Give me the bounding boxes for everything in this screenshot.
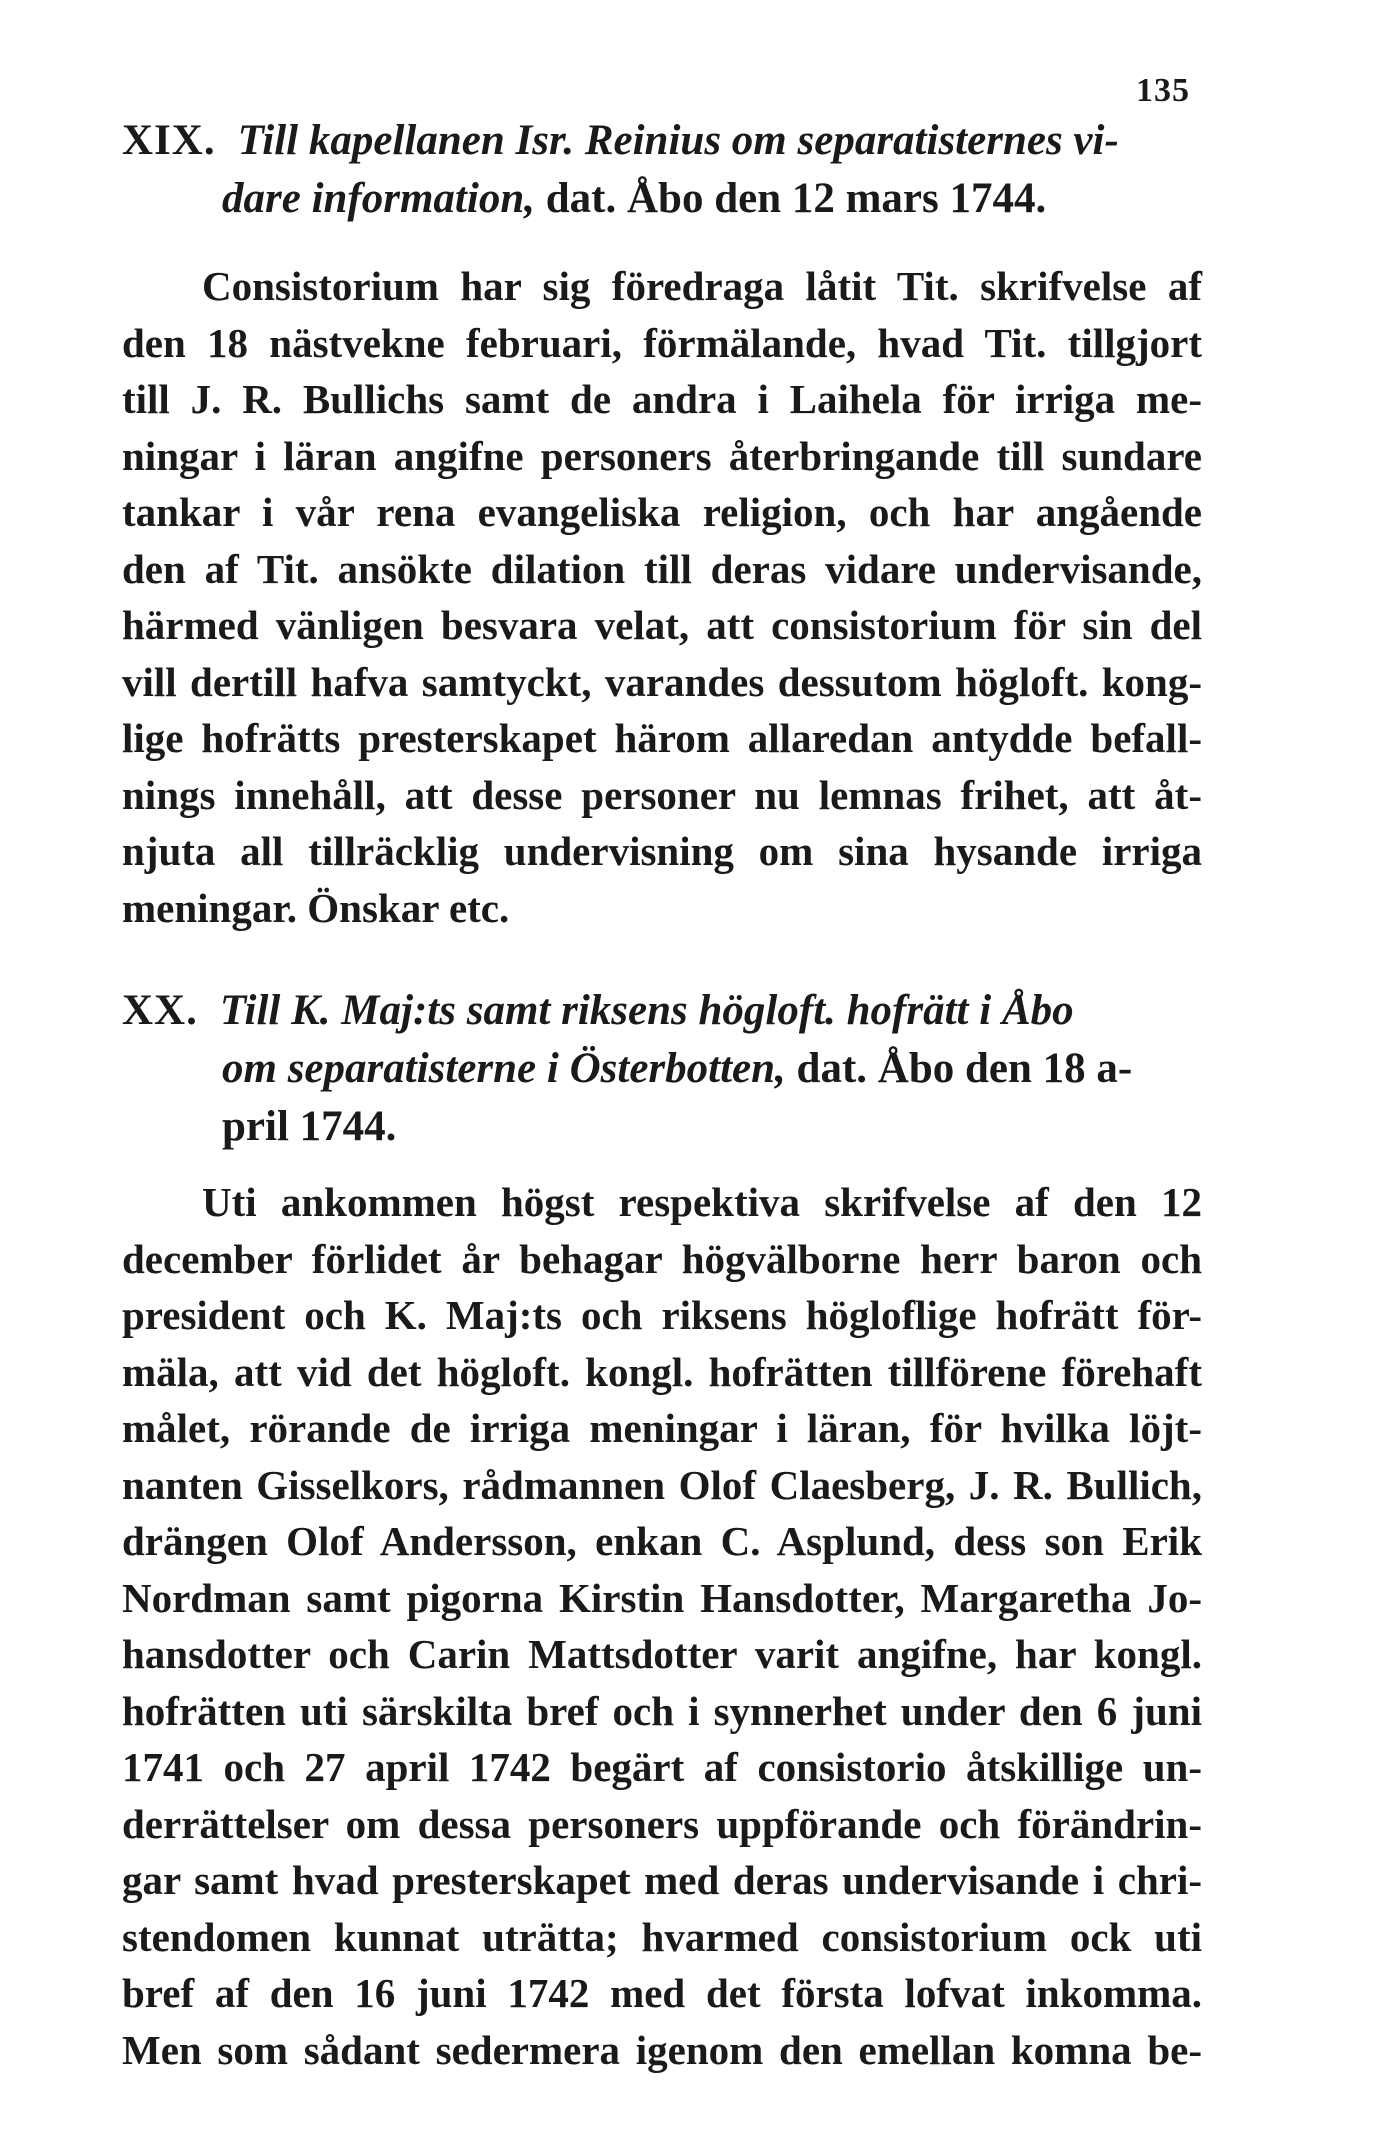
section-heading-cont-2 <box>122 1098 1202 1156</box>
text-line: president och K. Maj:ts och riksens högloflige hofrätt för- <box>122 1292 1202 1338</box>
section-xix <box>122 112 1202 936</box>
text-line: meningar. Önskar etc. <box>122 884 510 931</box>
text-line: bref af den 16 juni 1742 med det första lofvat inkomma. <box>122 1970 1202 2016</box>
text-line: nanten Gisselkors, rådmannen Olof Claesberg, J. R. Bullich, <box>122 1461 1202 1508</box>
section-heading <box>122 982 1202 1040</box>
text-line: nings innehåll, att desse personer nu lemnas frihet, att åt- <box>122 771 1202 818</box>
text-line: gar samt hvad presterskapet med deras undervisande i chri- <box>122 1857 1202 1903</box>
text-line: Consistorium har sig föredraga låtit Tit. skrifvelse af <box>202 263 1202 309</box>
text-line: Men som sådant sedermera igenom den emellan komna be- <box>122 2026 1202 2073</box>
text-line: stendomen kunnat uträtta; hvarmed consistorium ock uti <box>122 1913 1202 1960</box>
text-line: njuta all tillräcklig undervisning om sina hysande irriga <box>122 828 1202 874</box>
section-heading-cont <box>122 1040 1202 1098</box>
section-date-cont: pril 1744. <box>222 1103 397 1150</box>
text-line: ningar i läran angifne personers återbringande till sundare <box>122 432 1202 479</box>
text-line: målet, rörande de irriga meningar i läran, för hvilka löjt- <box>122 1405 1202 1451</box>
section-title: Till K. Maj:ts samt riksens högloft. hofrätt i Åbo <box>219 987 1074 1034</box>
section-title: Till kapellanen Isr. Reinius om separatisternes vi- <box>237 117 1119 164</box>
text-line: tankar i vår rena evangeliska religion, och har angående <box>122 489 1202 535</box>
text-line: hansdotter och Carin Mattsdotter varit angifne, har kongl. <box>122 1631 1202 1677</box>
text-line: Nordman samt pigorna Kirstin Hansdotter, Margaretha Jo- <box>122 1574 1202 1621</box>
text-line: härmed vänligen besvara velat, att consistorium för sin del <box>122 602 1202 648</box>
section-heading <box>122 112 1202 170</box>
text-line: vill dertill hafva samtyckt, varandes dessutom högloft. kong- <box>122 658 1202 705</box>
text-line: den 18 nästvekne februari, förmälande, hvad Tit. tillgjort <box>122 319 1202 366</box>
text-line: Uti ankommen högst respektiva skrifvelse af den 12 <box>202 1179 1202 1225</box>
text-line: drängen Olof Andersson, enkan C. Asplund, dess son Erik <box>122 1518 1202 1564</box>
text-line: hofrätten uti särskilta bref och i synnerhet under den 6 juni <box>122 1687 1202 1734</box>
section-xx <box>122 982 1202 2078</box>
text-line: december förlidet år behagar högvälborne herr baron och <box>122 1235 1202 1282</box>
section-number: XX. <box>122 987 198 1034</box>
section-date: dat. Åbo den 18 a- <box>785 1045 1133 1092</box>
text-line: derrättelser om dessa personers uppförande och förändrin- <box>122 1800 1202 1847</box>
text-line: till J. R. Bullichs samt de andra i Laihela för irriga me- <box>122 376 1202 422</box>
section-body <box>122 258 1202 936</box>
section-body <box>122 1174 1202 2078</box>
text-line: 1741 och 27 april 1742 begärt af consistorio åtskillige un- <box>122 1744 1202 1790</box>
text-line: mäla, att vid det högloft. kongl. hofrätten tillförene förehaft <box>122 1348 1202 1395</box>
section-title-cont: dare information, <box>222 175 535 222</box>
text-line: lige hofrätts presterskapet härom allaredan antydde befall- <box>122 715 1202 761</box>
text-line: den af Tit. ansökte dilation till deras vidare undervisande, <box>122 545 1202 592</box>
section-number: XIX. <box>122 117 216 164</box>
section-date: dat. Åbo den 12 mars 1744. <box>535 175 1047 222</box>
section-title-cont: om separatisterne i Österbotten, <box>222 1045 786 1092</box>
page-number: 135 <box>1136 72 1190 109</box>
section-heading-cont <box>122 170 1202 228</box>
